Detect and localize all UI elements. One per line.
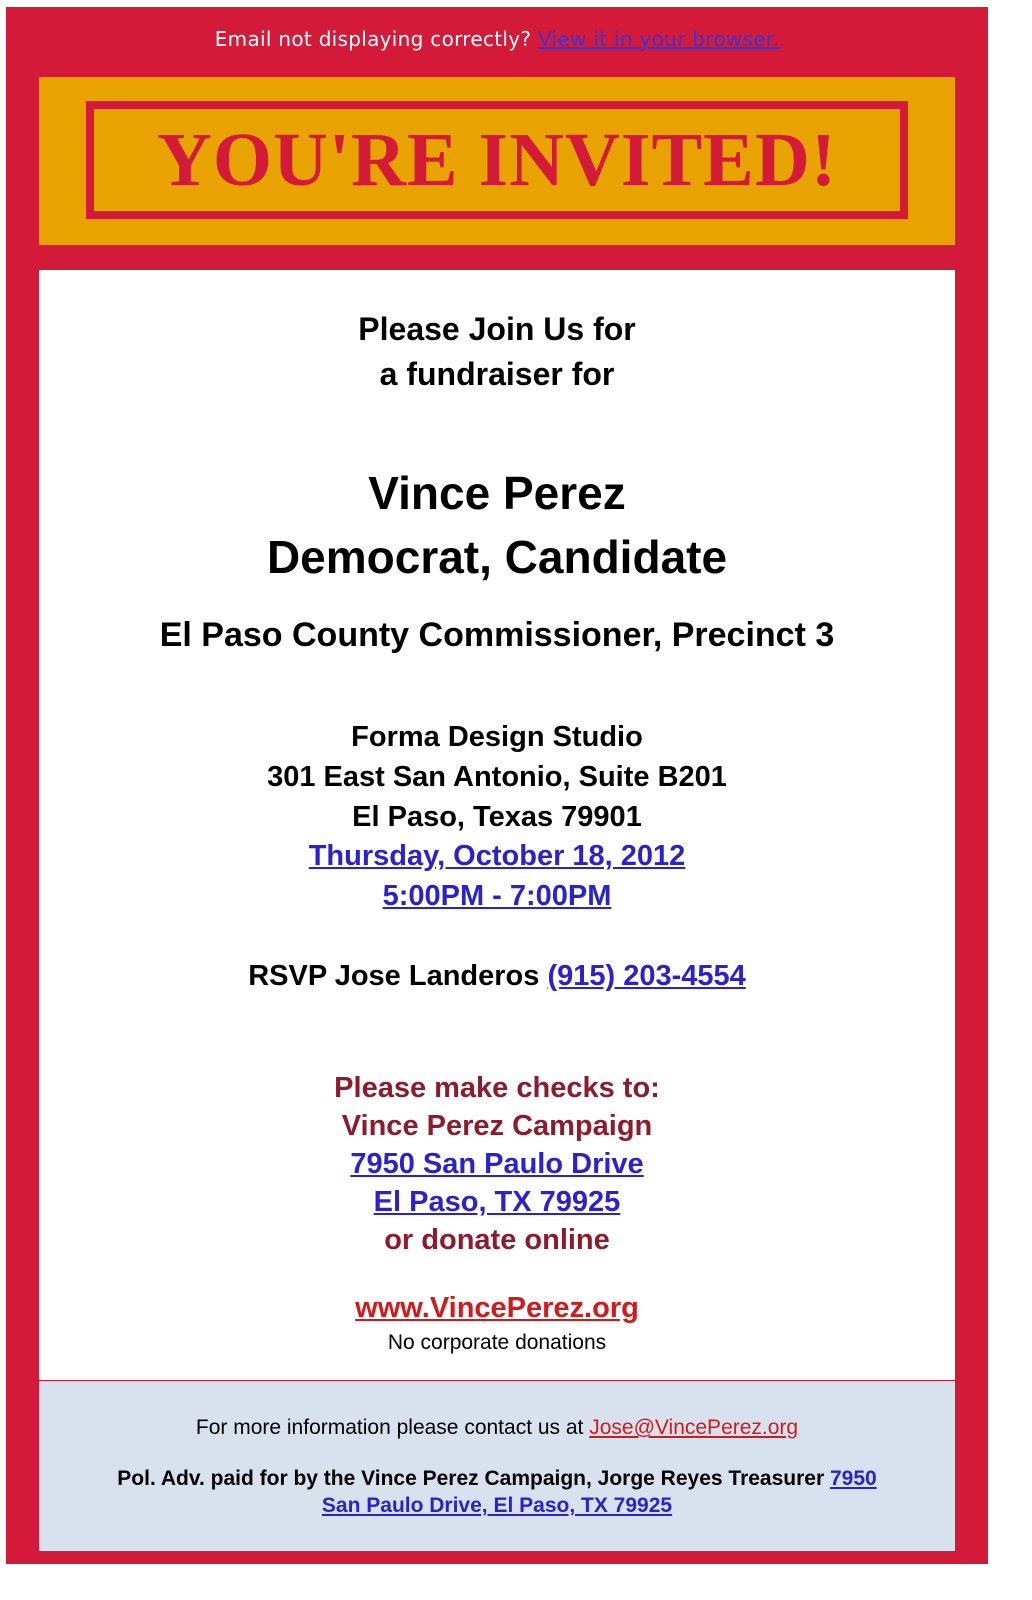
footer-disclaimer <box>39 1468 955 1489</box>
email-frame <box>6 7 988 1564</box>
rsvp-phone-link[interactable]: (915) 203-4554 <box>547 960 746 992</box>
event-time-link[interactable]: 5:00PM - 7:00PM <box>382 880 612 912</box>
website <box>39 1294 955 1323</box>
venue-name: Forma Design Studio <box>351 721 643 753</box>
banner-title: YOU'RE INVITED! <box>156 118 838 202</box>
browser-notice <box>6 27 988 51</box>
event-date-link[interactable]: Thursday, October 18, 2012 <box>308 840 686 872</box>
venue-address: 301 East San Antonio, Suite B201 <box>267 761 727 793</box>
join-line-1: Please Join Us for <box>358 311 636 347</box>
office-title: El Paso County Commissioner, Precinct 3 <box>159 616 835 654</box>
rsvp-text: RSVP Jose Landeros <box>248 960 540 992</box>
checks-street-link[interactable]: 7950 San Paulo Drive <box>350 1148 644 1180</box>
banner-box <box>86 101 908 219</box>
footer <box>39 1381 955 1551</box>
checks-heading: Please make checks to: <box>334 1072 660 1104</box>
footer-contact-text: For more information please contact us at <box>195 1416 584 1439</box>
footer-disclaimer-address <box>39 1495 955 1516</box>
checks-payee: Vince Perez Campaign <box>341 1110 653 1142</box>
browser-notice-text: Email not displaying correctly? <box>214 27 532 51</box>
event-date <box>39 842 955 871</box>
donate-online-text: or donate online <box>384 1224 610 1256</box>
website-link[interactable]: www.VincePerez.org <box>355 1292 639 1324</box>
disclaimer-text: Pol. Adv. paid for by the Vince Perez Campaign, Jorge Reyes Treasurer <box>117 1467 825 1490</box>
checks-city-link[interactable]: El Paso, TX 79925 <box>373 1186 621 1218</box>
no-corporate-note: No corporate donations <box>387 1331 607 1354</box>
disclaimer-address-link-2[interactable]: San Paulo Drive, El Paso, TX 79925 <box>321 1494 673 1517</box>
venue-city: El Paso, Texas 79901 <box>352 801 642 833</box>
footer-contact <box>39 1417 955 1438</box>
view-in-browser-link[interactable]: View it in your browser. <box>538 27 780 51</box>
candidate-party: Democrat, Candidate <box>266 531 728 583</box>
footer-email-link[interactable]: Jose@VincePerez.org <box>589 1416 799 1439</box>
join-line-2: a fundraiser for <box>379 356 615 392</box>
invite-content <box>39 270 955 1381</box>
invite-banner <box>39 77 955 245</box>
candidate-name: Vince Perez <box>368 467 626 519</box>
checks-street <box>39 1150 955 1179</box>
event-time <box>39 882 955 911</box>
checks-city <box>39 1188 955 1217</box>
disclaimer-address-link-1[interactable]: 7950 <box>829 1467 877 1490</box>
rsvp-line <box>39 962 955 991</box>
